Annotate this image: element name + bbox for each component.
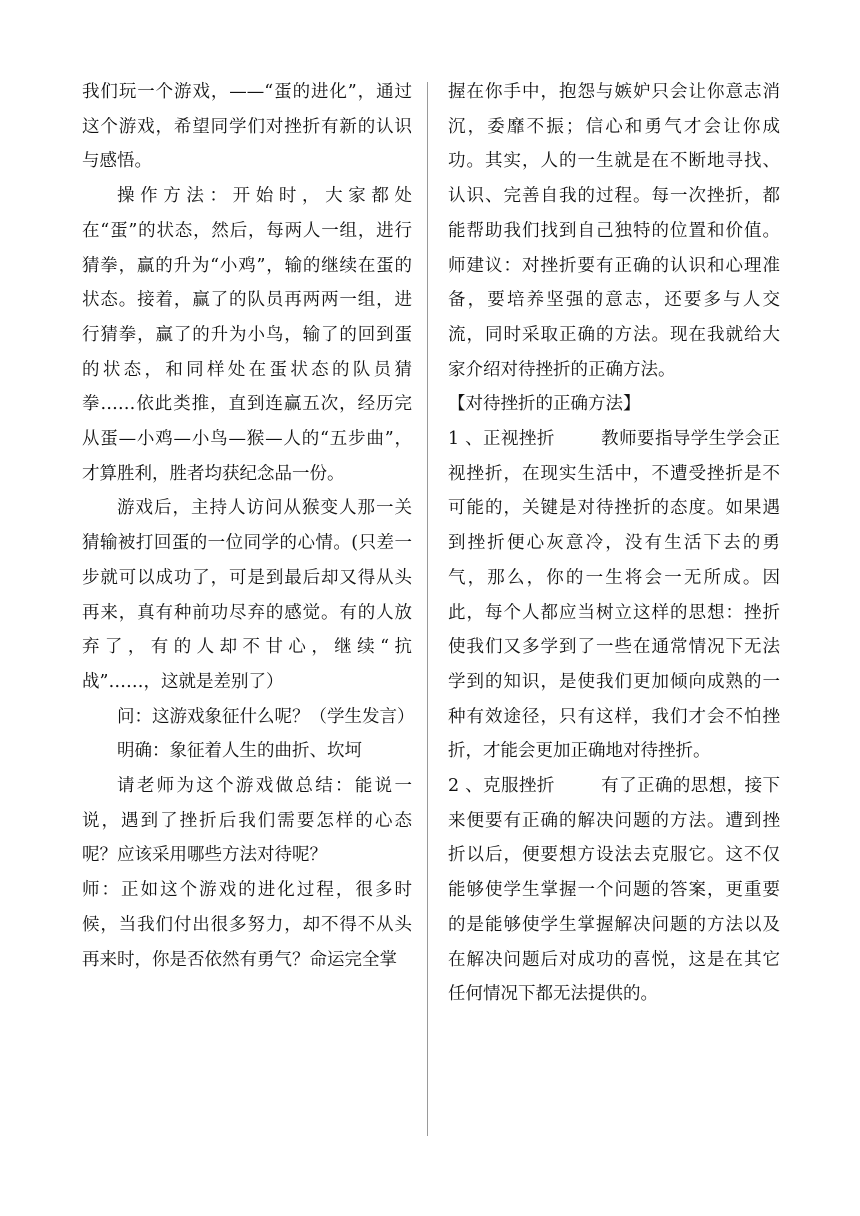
column-divider [427,82,428,1136]
section-overcome-frustration [448,769,780,1012]
section-1-body: 教师要指导学生学会正视挫折，在现实生活中，不遭受挫折是不可能的，关键是对待挫折的态度。如果遇到挫折便心灰意冷，没有生活下去的勇气，那么，你的一生将会一无所成。因此，每个人都应当树立这样的思想：挫折使我们又多学到了一些在通常情况下无法学到的知识，是使我们更加倾向成熟的一种有效途径，只有这样，我们才会不怕挫折，才能会更加正确地对待挫折。 [448,429,780,762]
section-heading: 【对待挫折的正确方法】 [448,394,641,415]
left-column [82,75,415,977]
section-2-title: 2 、克服挫折 [448,776,555,797]
section-1-title: 1 、正视挫折 [448,429,555,450]
paragraph-game-intro: 我们玩一个游戏，——“蛋的进化”，通过这个游戏，希望同学们对挫折有新的认识与感悟。 [82,82,412,172]
right-column [448,75,780,1012]
section-2-body: 有了正确的思想，接下来便要有正确的解决问题的方法。遭到挫折以后，便要想方设法去克服它。这不仅能够使学生掌握一个问题的答案，更重要的是能够使学生掌握解决问题的方法以及在解决问题后对成功的喜悦，这是在其它任何情况下都无法提供的。 [448,776,780,1005]
paragraph-clarify: 明确：象征着人生的曲折、坎坷 [117,741,362,762]
paragraph-question: 问：这游戏象征什么呢？（学生发言） [117,706,415,727]
paragraph-operation-method: 操作方法：开始时，大家都处在“蛋”的状态，然后，每两人一组，进行猜拳，赢的升为“小鸡”，输的继续在蛋的状态。接着，赢了的队员再两两一组，进行猜拳，赢了的升为小鸟，输了的回到蛋的状态，和同样处在蛋状态的队员猜拳……依此类推，直到连赢五次，经历完从蛋—小鸡—小鸟—猴—人的“五步曲”，才算胜利，胜者均获纪念品一份。 [82,186,412,484]
section-face-frustration [448,422,780,769]
paragraph-after-game: 游戏后，主持人访问从猴变人那一关猜输被打回蛋的一位同学的心情。(只差一步就可以成功了，可是到最后却又得从头再来，真有种前功尽弃的感觉。有的人放弃了，有的人却不甘心，继续“抗战”……，这就是差别了） [82,498,412,692]
paragraph-teacher-summary-request: 请老师为这个游戏做总结：能说一说，遇到了挫折后我们需要怎样的心态呢？应该采用哪些方法对待呢？ [82,776,412,866]
paragraph-teacher-speech-continued: 握在你手中，抱怨与嫉妒只会让你意志消沉，委靡不振；信心和勇气才会让你成功。其实，人的一生就是在不断地寻找、认识、完善自我的过程。每一次挫折，都能帮助我们找到自己独特的位置和价值。师建议：对挫折要有正确的认识和心理准备，要培养坚强的意志，还要多与人交流，同时采取正确的方法。现在我就给大家介绍对待挫折的正确方法。 [448,82,780,380]
paragraph-teacher-speech: 师：正如这个游戏的进化过程，很多时候，当我们付出很多努力，却不得不从头再来时，你是否依然有勇气？命运完全掌 [82,880,412,970]
